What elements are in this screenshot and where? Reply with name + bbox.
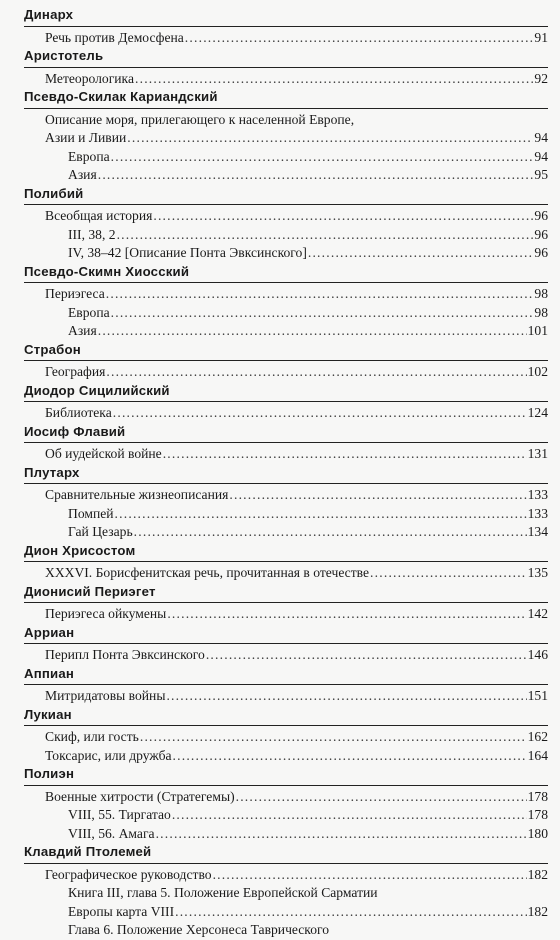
toc-entry[interactable] xyxy=(24,129,548,148)
author-heading: Иосиф Флавий xyxy=(24,423,126,439)
page-number: 95 xyxy=(534,167,548,182)
heading-rule xyxy=(24,863,548,864)
dot-leader xyxy=(113,404,527,423)
page-number: 164 xyxy=(527,747,548,763)
toc-entry[interactable] xyxy=(24,70,548,89)
heading-rule xyxy=(24,561,548,562)
entry-title: Гай Цезарь xyxy=(68,524,133,539)
entry-title: Военные хитрости (Стратегемы) xyxy=(45,788,235,804)
author-heading: Псевдо-Скимн Хиосский xyxy=(24,263,190,279)
heading-rule xyxy=(24,442,548,443)
author-heading: Динарх xyxy=(24,7,74,22)
dot-leader xyxy=(175,903,527,922)
toc-entry[interactable] xyxy=(24,244,548,263)
toc-entry[interactable] xyxy=(24,806,548,825)
page-number: 131 xyxy=(527,446,548,461)
entry-title: Перипл Понта Эвксинского xyxy=(45,647,205,662)
author-heading: Арриан xyxy=(24,624,75,640)
heading-rule xyxy=(24,684,548,685)
page-number: 142 xyxy=(527,606,548,621)
toc-entry[interactable] xyxy=(24,866,548,885)
page-number: 101 xyxy=(527,323,548,338)
dot-leader xyxy=(370,564,527,583)
page-number: 98 xyxy=(534,286,548,301)
dot-leader xyxy=(229,486,526,505)
dot-leader xyxy=(135,70,533,89)
toc-entry[interactable] xyxy=(24,921,548,940)
toc-entry[interactable] xyxy=(24,363,548,382)
toc-entry[interactable] xyxy=(24,322,548,341)
author-heading: Аппиан xyxy=(24,665,75,681)
toc-entry[interactable] xyxy=(24,564,548,583)
dot-leader xyxy=(153,207,533,226)
dot-leader xyxy=(111,304,534,323)
toc-section xyxy=(24,665,548,706)
dot-leader xyxy=(206,646,527,665)
toc-entry[interactable] xyxy=(24,304,548,323)
dot-leader xyxy=(236,788,527,807)
dot-leader xyxy=(140,728,527,747)
author-heading: Дион Хрисостом xyxy=(24,542,136,558)
dot-leader xyxy=(185,29,534,48)
toc-section xyxy=(24,88,548,185)
entry-title: Книга III, глава 5. Положение Европейской Сарматии xyxy=(68,885,378,900)
toc-entry[interactable] xyxy=(24,825,548,844)
toc-entry[interactable] xyxy=(24,486,548,505)
entry-title: Азия xyxy=(68,323,97,338)
entry-title: Периэгеса xyxy=(45,286,105,301)
entry-title: III, 38, 2 xyxy=(68,226,116,242)
toc-entry[interactable] xyxy=(24,605,548,624)
toc-entry[interactable] xyxy=(24,226,548,245)
page-number: 133 xyxy=(527,505,548,521)
entry-title: Европы карта VIII xyxy=(68,903,175,919)
entry-title: Глава 6. Положение Херсонеса Таврического xyxy=(68,922,330,937)
heading-rule xyxy=(24,483,548,484)
toc-entry[interactable] xyxy=(24,111,548,130)
page-number: 162 xyxy=(527,729,548,744)
dot-leader xyxy=(308,244,534,263)
page-number: 135 xyxy=(527,565,548,580)
entry-title: Всеобщая история xyxy=(45,208,153,223)
toc-entry[interactable] xyxy=(24,687,548,706)
entry-title: Географическое руководство xyxy=(45,866,212,882)
dot-leader xyxy=(173,747,527,766)
author-heading: Лукиан xyxy=(24,706,72,722)
toc-section xyxy=(24,382,548,423)
entry-title: Азии и Ливии xyxy=(45,130,127,145)
toc-entry[interactable] xyxy=(24,29,548,48)
heading-rule xyxy=(24,401,548,402)
heading-rule xyxy=(24,26,548,27)
toc-section xyxy=(24,47,548,88)
entry-title: Библиотека xyxy=(45,405,112,420)
heading-rule xyxy=(24,725,548,726)
page-number: 92 xyxy=(534,70,548,86)
page-number: 94 xyxy=(534,130,548,145)
toc-section xyxy=(24,624,548,665)
toc-section xyxy=(24,583,548,624)
author-heading: Страбон xyxy=(24,341,81,357)
entry-title: Помпей xyxy=(68,505,114,521)
page-number: 182 xyxy=(527,903,548,919)
page-number: 96 xyxy=(534,226,548,242)
entry-title: Периэгеса ойкумены xyxy=(45,606,167,621)
dot-leader xyxy=(163,445,527,464)
entry-title: Речь против Демосфена xyxy=(45,29,184,45)
page-number: 133 xyxy=(527,487,548,502)
toc-entry[interactable] xyxy=(24,646,548,665)
dot-leader xyxy=(111,148,534,167)
page-number: 98 xyxy=(534,304,548,320)
author-heading: Клавдий Птолемей xyxy=(24,844,152,859)
dot-leader xyxy=(167,605,526,624)
toc-entry[interactable] xyxy=(24,207,548,226)
page-number: 124 xyxy=(527,405,548,420)
page-number: 134 xyxy=(527,524,548,539)
entry-title: Описание моря, прилегающего к населенной Европе, xyxy=(45,111,355,127)
toc-entry[interactable] xyxy=(24,728,548,747)
heading-rule xyxy=(24,67,548,68)
heading-rule xyxy=(24,643,548,644)
heading-rule xyxy=(24,282,548,283)
toc-entry[interactable] xyxy=(24,285,548,304)
dot-leader xyxy=(98,166,534,185)
entry-title: VIII, 56. Амага xyxy=(68,825,155,841)
toc-entry[interactable] xyxy=(24,903,548,922)
entry-title: Токсарис, или дружба xyxy=(45,747,172,763)
page-number: 96 xyxy=(534,245,548,260)
heading-rule xyxy=(24,108,548,109)
entry-title: XXXVI. Борисфенитская речь, прочитанная в отечестве xyxy=(45,565,370,580)
author-heading: Диодор Сицилийский xyxy=(24,382,170,398)
dot-leader xyxy=(117,226,534,245)
heading-rule xyxy=(24,204,548,205)
entry-title: Азия xyxy=(68,167,97,182)
toc-entry[interactable] xyxy=(24,523,548,542)
dot-leader xyxy=(106,363,526,382)
toc-entry[interactable] xyxy=(24,884,548,903)
entry-title: Скиф, или гость xyxy=(45,729,139,744)
page-number: 96 xyxy=(534,208,548,223)
toc-section xyxy=(24,263,548,341)
heading-rule xyxy=(24,360,548,361)
entry-title: Метеорологика xyxy=(45,70,134,86)
entry-title: Европа xyxy=(68,304,110,320)
toc-section xyxy=(24,185,548,263)
dot-leader xyxy=(156,825,527,844)
page-number: 102 xyxy=(527,364,548,379)
dot-leader xyxy=(166,687,526,706)
heading-rule xyxy=(24,785,548,786)
toc-section xyxy=(24,706,548,766)
toc-section xyxy=(24,542,548,583)
author-heading: Дионисий Периэгет xyxy=(24,583,156,599)
dot-leader xyxy=(98,322,527,341)
author-heading: Полибий xyxy=(24,185,84,201)
entry-title: Митридатовы войны xyxy=(45,688,166,703)
page-number: 94 xyxy=(534,148,548,164)
toc-section xyxy=(24,341,548,382)
entry-title: Европа xyxy=(68,148,110,164)
author-heading: Аристотель xyxy=(24,48,104,63)
entry-title: География xyxy=(45,364,106,379)
entry-title: IV, 38–42 [Описание Понта Эвксинского] xyxy=(68,245,307,260)
author-heading: Плутарх xyxy=(24,464,80,480)
page-number: 182 xyxy=(527,866,548,882)
page-number: 146 xyxy=(527,647,548,662)
page-number: 178 xyxy=(527,788,548,804)
dot-leader xyxy=(106,285,534,304)
dot-leader xyxy=(115,505,527,524)
page-number: 151 xyxy=(527,688,548,703)
entry-title: VIII, 55. Тиргатао xyxy=(68,807,171,822)
toc-section xyxy=(24,843,548,940)
toc-entry[interactable] xyxy=(24,404,548,423)
entry-title: Об иудейской войне xyxy=(45,446,162,461)
toc-section xyxy=(24,6,548,47)
page-number: 178 xyxy=(527,807,548,822)
author-heading: Полиэн xyxy=(24,766,75,781)
dot-leader xyxy=(127,129,533,148)
toc-section xyxy=(24,423,548,464)
page-number: 91 xyxy=(534,29,548,45)
toc-entry[interactable] xyxy=(24,788,548,807)
toc-entry[interactable] xyxy=(24,747,548,766)
toc-entry[interactable] xyxy=(24,148,548,167)
entry-title: Сравнительные жизнеописания xyxy=(45,487,229,502)
dot-leader xyxy=(134,523,527,542)
heading-rule xyxy=(24,602,548,603)
author-heading: Псевдо-Скилак Кариандский xyxy=(24,89,218,104)
toc-entry[interactable] xyxy=(24,166,548,185)
page-number: 180 xyxy=(527,825,548,841)
dot-leader xyxy=(213,866,527,885)
toc-entry[interactable] xyxy=(24,505,548,524)
dot-leader xyxy=(172,806,527,825)
toc-entry[interactable] xyxy=(24,445,548,464)
toc-section xyxy=(24,765,548,843)
toc-section xyxy=(24,464,548,542)
